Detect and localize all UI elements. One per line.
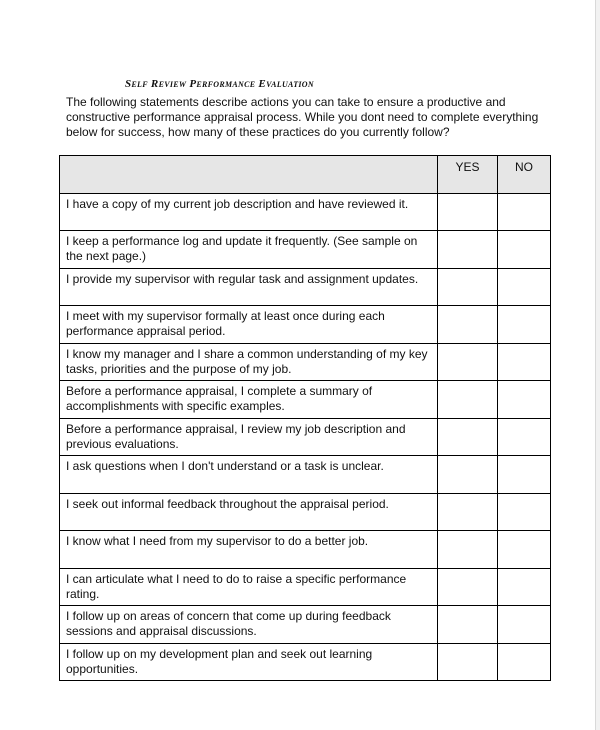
header-no: NO [498,156,551,194]
no-cell[interactable] [498,194,551,231]
statement-cell: I provide my supervisor with regular task and assignment updates. [60,269,438,306]
table-row [60,531,551,569]
statement-cell: I keep a performance log and update it frequently. (See sample on the next page.) [60,231,438,269]
table-row [60,306,551,344]
statement-cell: Before a performance appraisal, I complete a summary of accomplishments with specific examples. [60,381,438,419]
table-row [60,269,551,306]
statement-cell: I know what I need from my supervisor to do a better job. [60,531,438,569]
yes-cell[interactable] [438,644,498,681]
no-cell[interactable] [498,231,551,269]
yes-cell[interactable] [438,569,498,606]
no-cell[interactable] [498,644,551,681]
table-row [60,644,551,681]
no-cell[interactable] [498,344,551,381]
yes-cell[interactable] [438,306,498,344]
yes-cell[interactable] [438,531,498,569]
no-cell[interactable] [498,419,551,456]
statement-cell: I know my manager and I share a common understanding of my key tasks, priorities and the purpose of my job. [60,344,438,381]
intro-paragraph: The following statements describe actions you can take to ensure a productive and constructive performance appraisal process. While you dont need to complete everything below for success, how many of these practices do you currently follow? [66,95,539,139]
statement-cell: I seek out informal feedback throughout the appraisal period. [60,494,438,531]
table-row [60,381,551,419]
no-cell[interactable] [498,606,551,644]
yes-cell[interactable] [438,381,498,419]
no-cell[interactable] [498,381,551,419]
self-review-table [59,155,551,681]
header-yes: YES [438,156,498,194]
no-cell[interactable] [498,269,551,306]
table-row [60,194,551,231]
statement-cell: I meet with my supervisor formally at least once during each performance appraisal period. [60,306,438,344]
document-title: Self Review Performance Evaluation [125,78,314,90]
statement-cell: I can articulate what I need to do to raise a specific performance rating. [60,569,438,606]
header-statement-cell [60,156,438,194]
yes-cell[interactable] [438,344,498,381]
statement-cell: Before a performance appraisal, I review my job description and previous evaluations. [60,419,438,456]
table-row [60,344,551,381]
yes-cell[interactable] [438,494,498,531]
statement-cell: I follow up on my development plan and seek out learning opportunities. [60,644,438,681]
table-row [60,494,551,531]
no-cell[interactable] [498,494,551,531]
yes-cell[interactable] [438,419,498,456]
no-cell[interactable] [498,569,551,606]
no-cell[interactable] [498,306,551,344]
statement-cell: I ask questions when I don't understand or a task is unclear. [60,456,438,494]
yes-cell[interactable] [438,231,498,269]
yes-cell[interactable] [438,456,498,494]
table-row [60,569,551,606]
no-cell[interactable] [498,531,551,569]
yes-cell[interactable] [438,194,498,231]
statement-cell: I have a copy of my current job description and have reviewed it. [60,194,438,231]
no-cell[interactable] [498,456,551,494]
table-row [60,231,551,269]
statement-cell: I follow up on areas of concern that come up during feedback sessions and appraisal discussions. [60,606,438,644]
yes-cell[interactable] [438,606,498,644]
yes-cell[interactable] [438,269,498,306]
table-row [60,419,551,456]
table-header-row [60,156,551,194]
table-row [60,606,551,644]
table-row [60,456,551,494]
